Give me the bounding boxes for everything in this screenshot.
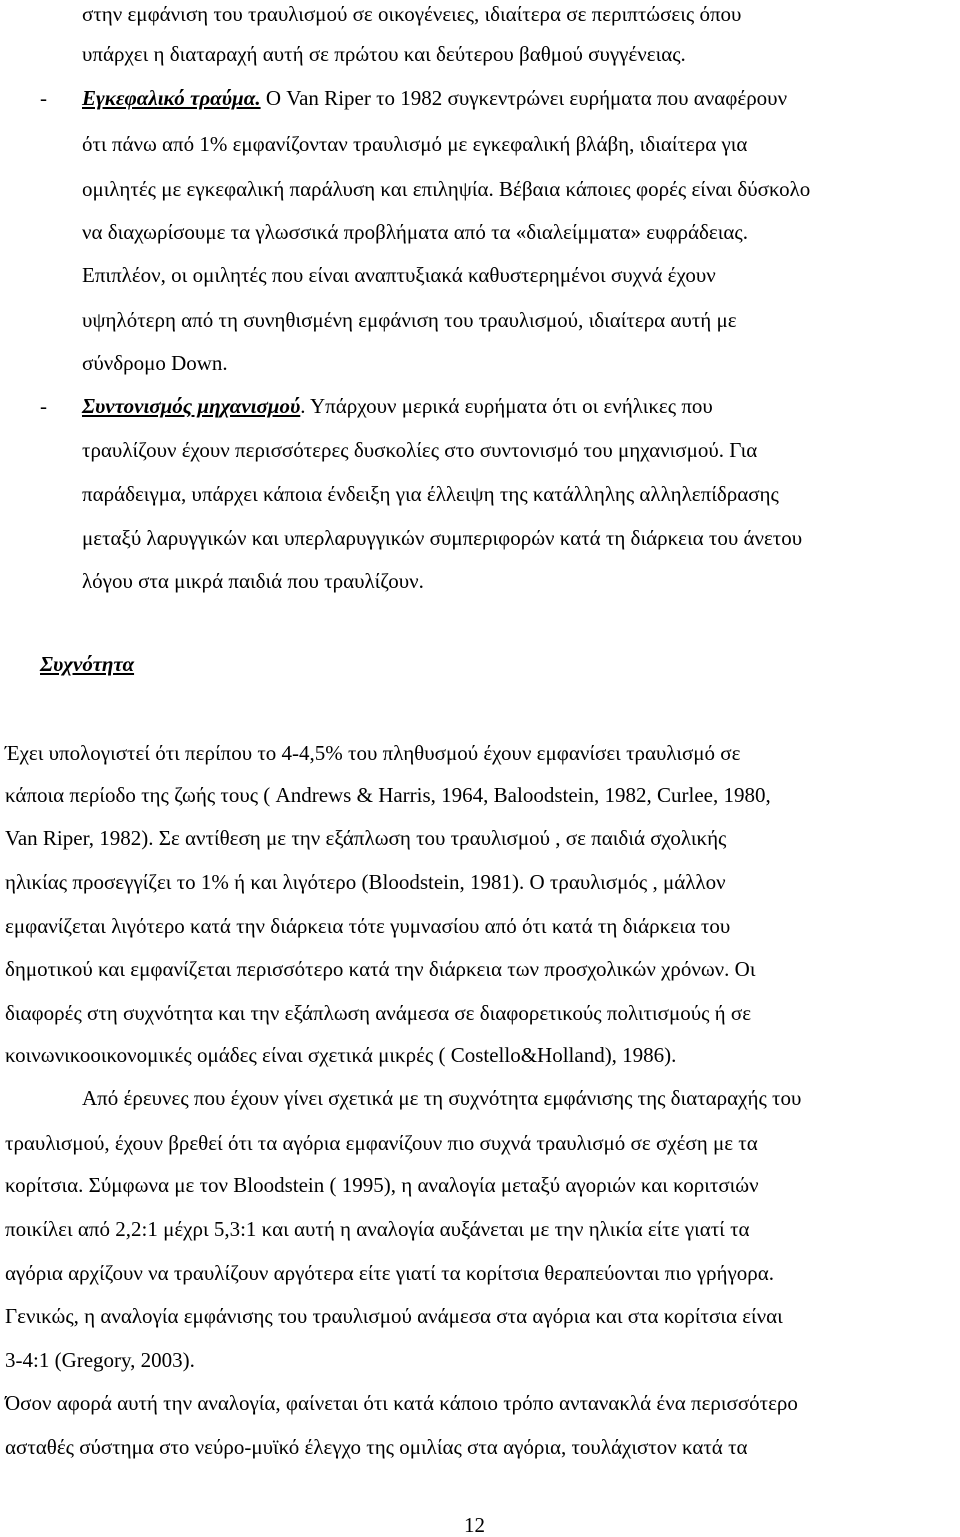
- list-dash: -: [40, 394, 47, 418]
- text-span: αγόρια αρχίζουν να τραυλίζουν αργότερα είτε γιατί τα κορίτσια θεραπεύονται πιο γρήγορα.: [5, 1261, 775, 1285]
- text-span: διαφορές στη συχνότητα και την εξάπλωση ανάμεσα σε διαφορετικούς πολιτισμούς ή σε: [5, 1001, 752, 1025]
- page-number: 12: [464, 1513, 485, 1537]
- text-span: κοινωνικοοικονομικές ομάδες είναι σχετικά μικρές ( Costello&Holland), 1986).: [5, 1043, 677, 1067]
- text-line: [5, 1346, 195, 1374]
- list-dash: -: [40, 86, 47, 110]
- text-span: Όσον αφορά αυτή την αναλογία, φαίνεται ότι κατά κάποιο τρόπο αντανακλά ένα περισσότερο: [5, 1391, 798, 1415]
- text-span: ασταθές σύστημα στο νεύρο-μυϊκό έλεγχο της ομιλίας στα αγόρια, τουλάχιστον κατά τα: [5, 1435, 748, 1459]
- section-heading: Συχνότητα: [40, 652, 135, 676]
- text-span: κορίτσια. Σύμφωνα με τον Bloodstein ( 1995), η αναλογία μεταξύ αγοριών και κοριτσιών: [5, 1173, 759, 1197]
- list-item-coordination: [82, 392, 713, 420]
- text-span: εμφανίζεται λιγότερο κατά την διάρκεια τότε γυμνασίου από ότι κατά τη διάρκεια του: [5, 914, 731, 938]
- list-item-term: Εγκεφαλικό τραύμα.: [82, 86, 261, 110]
- text-line: [5, 868, 726, 896]
- text-line: [5, 1129, 758, 1157]
- text-span: 3-4:1 (Gregory, 2003).: [5, 1348, 195, 1372]
- text-line: [82, 130, 747, 158]
- text-span: ηλικίας προσεγγίζει το 1% ή και λιγότερο (Bloodstein, 1981). Ο τραυλισμός , μάλλον: [5, 870, 726, 894]
- text-span: Ο Van Riper το 1982 συγκεντρώνει ευρήματα που αναφέρουν: [260, 86, 788, 110]
- text-line: [5, 1215, 750, 1243]
- text-line: [5, 1259, 774, 1287]
- text-line: [5, 1041, 676, 1069]
- text-span: παράδειγμα, υπάρχει κάποια ένδειξη για έλλειψη της κατάλληλης αλληλεπίδρασης: [82, 482, 779, 506]
- text-line: [82, 0, 952, 28]
- text-line: [5, 1389, 798, 1417]
- text-line: [5, 1302, 783, 1330]
- text-line: [82, 261, 716, 289]
- text-line: [5, 1171, 759, 1199]
- text-line: [5, 1433, 748, 1461]
- text-span: ποικίλει από 2,2:1 μέχρι 5,3:1 και αυτή η αναλογία αυξάνεται με την ηλικία είτε γιατί τα: [5, 1217, 750, 1241]
- text-line: [82, 175, 810, 203]
- text-span: ότι πάνω από 1% εμφανίζονταν τραυλισμό με εγκεφαλική βλάβη, ιδιαίτερα για: [82, 132, 748, 156]
- text-span: Από έρευνες που έχουν γίνει σχετικά με τη συχνότητα εμφάνισης της διαταραχής του: [82, 1086, 802, 1110]
- text-span: να διαχωρίσουμε τα γλωσσικά προβλήματα από τα «διαλείμματα» ευφράδειας.: [82, 220, 748, 244]
- text-line: [82, 480, 779, 508]
- text-line: [82, 436, 757, 464]
- text-line: [5, 824, 726, 852]
- text-line: [82, 349, 228, 377]
- text-line: [82, 567, 424, 595]
- text-line: [82, 40, 686, 68]
- text-line: [82, 218, 748, 246]
- text-span: υψηλότερη από τη συνηθισμένη εμφάνιση του τραυλισμού, ιδιαίτερα αυτή με: [82, 308, 737, 332]
- text-line: [82, 1084, 801, 1112]
- text-span: τραυλισμού, έχουν βρεθεί ότι τα αγόρια εμφανίζουν πιο συχνά τραυλισμό σε σχέση με τα: [5, 1131, 758, 1155]
- text-line: [82, 524, 802, 552]
- text-line: [5, 955, 756, 983]
- text-span: Van Riper, 1982). Σε αντίθεση με την εξάπλωση του τραυλισμού , σε παιδιά σχολικής: [5, 826, 727, 850]
- text-line: [5, 912, 730, 940]
- text-line: [5, 781, 771, 809]
- text-span: λόγου στα μικρά παιδιά που τραυλίζουν.: [82, 569, 424, 593]
- text-span: υπάρχει η διαταραχή αυτή σε πρώτου και δεύτερου βαθμού συγγένειας.: [82, 42, 686, 66]
- text-span: κάποια περίοδο της ζωής τους ( Andrews & Harris, 1964, Baloodstein, 1982, Curlee, 1980,: [5, 783, 771, 807]
- text-span: στην εμφάνιση του τραυλισμού σε οικογένειες, ιδιαίτερα σε περιπτώσεις όπου: [82, 2, 742, 26]
- text-span: δημοτικού και εμφανίζεται περισσότερο κατά την διάρκεια των προσχολικών χρόνων. Οι: [5, 957, 756, 981]
- list-item-brain-trauma: [82, 84, 787, 112]
- text-line: [5, 739, 740, 767]
- text-span: Γενικώς, η αναλογία εμφάνισης του τραυλισμού ανάμεσα στα αγόρια και στα κορίτσια είναι: [5, 1304, 783, 1328]
- text-span: τραυλίζουν έχουν περισσότερες δυσκολίες στο συντονισμό του μηχανισμού. Για: [82, 438, 758, 462]
- text-line: [5, 999, 751, 1027]
- text-span: . Υπάρχουν μερικά ευρήματα ότι οι ενήλικες που: [300, 394, 713, 418]
- text-span: σύνδρομο Down.: [82, 351, 228, 375]
- text-line: [82, 306, 737, 334]
- text-span: Επιπλέον, οι ομιλητές που είναι αναπτυξιακά καθυστερημένοι συχνά έχουν: [82, 263, 716, 287]
- text-span: μεταξύ λαρυγγικών και υπερλαρυγγικών συμπεριφορών κατά τη διάρκεια του άνετου: [82, 526, 803, 550]
- text-span: ομιλητές με εγκεφαλική παράλυση και επιληψία. Βέβαια κάποιες φορές είναι δύσκολο: [82, 177, 811, 201]
- list-item-term: Συντονισμός μηχανισμού: [82, 394, 301, 418]
- text-span: Έχει υπολογιστεί ότι περίπου το 4-4,5% του πληθυσμού έχουν εμφανίσει τραυλισμό σε: [5, 741, 741, 765]
